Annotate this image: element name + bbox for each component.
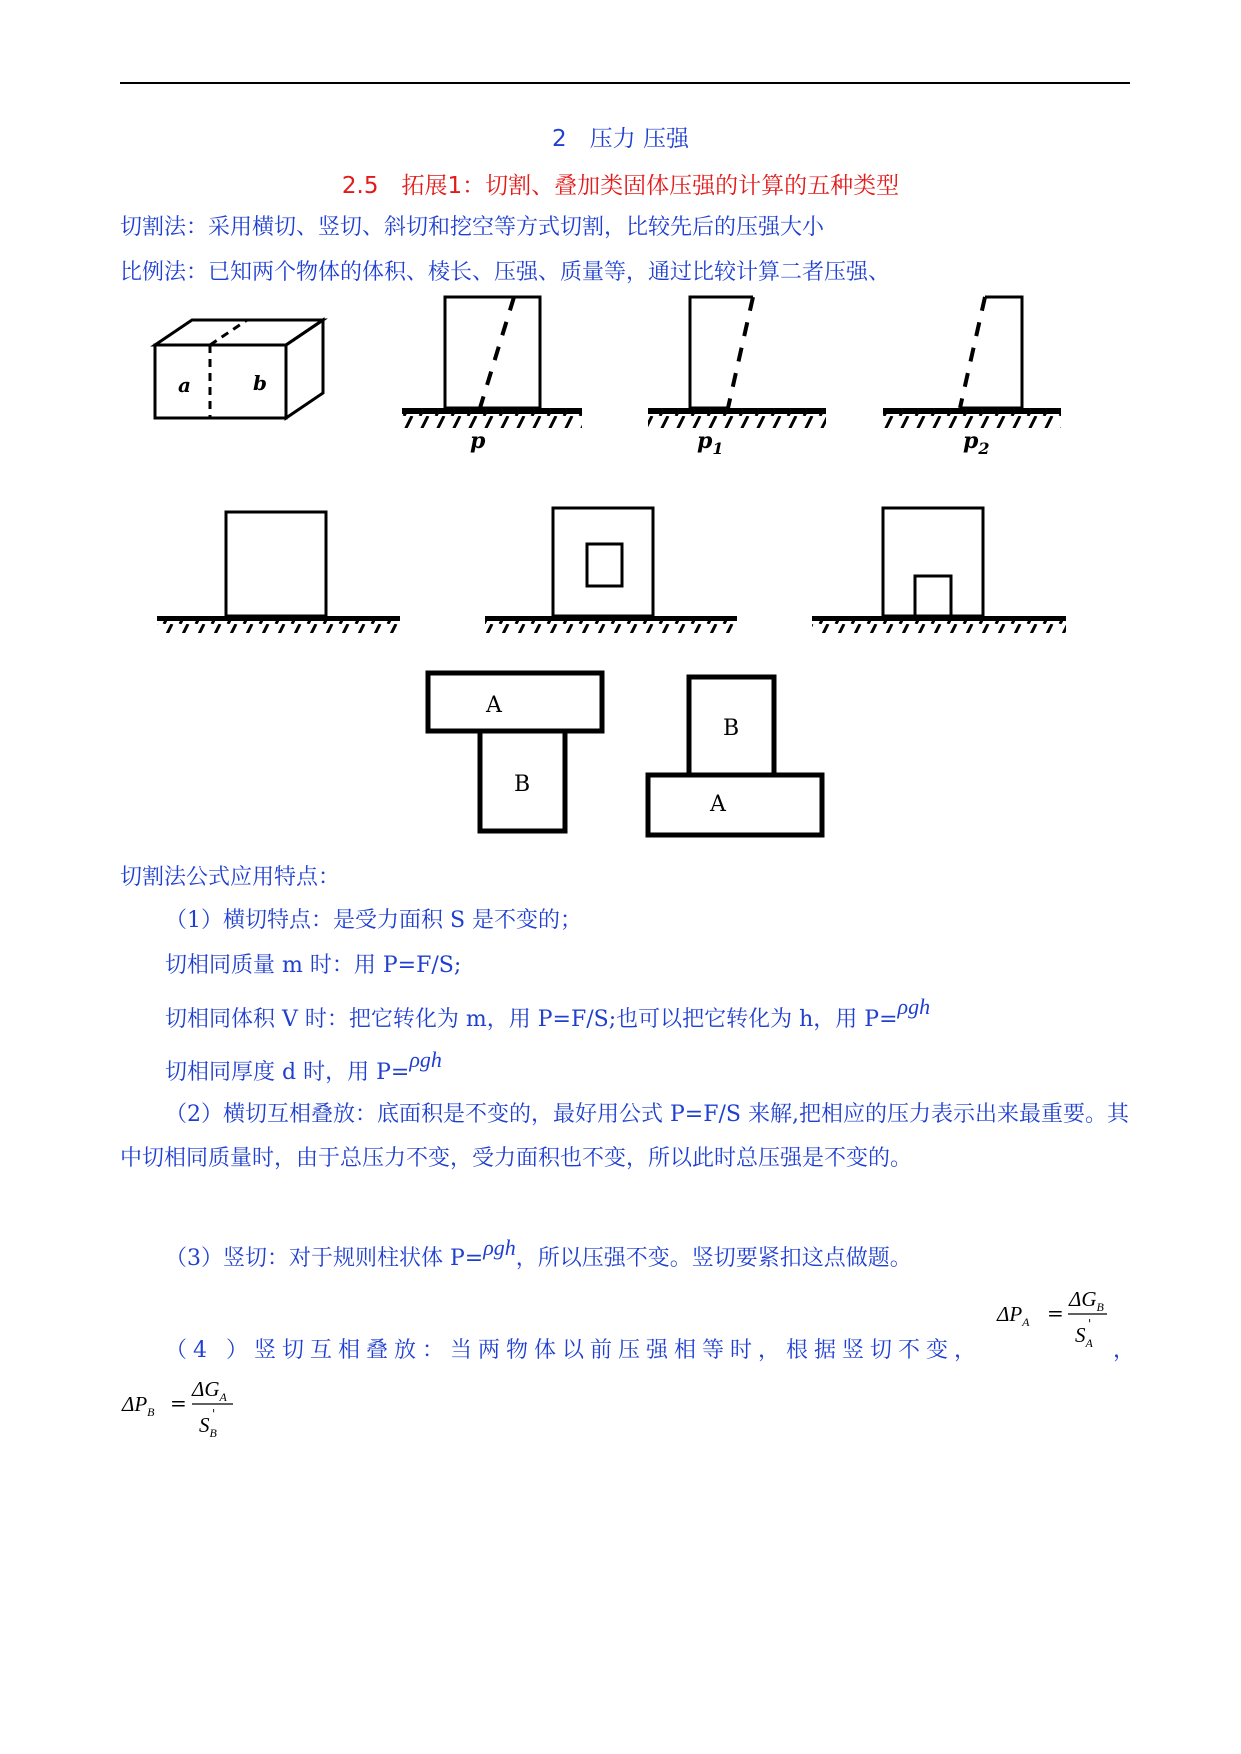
chapter-title: 2 压力 压强: [552, 126, 689, 152]
comma: ，: [1113, 1338, 1136, 1363]
svg-text:ΔGB: $\Delta G_B$: [1069, 1287, 1104, 1314]
svg-text:ΔPB: $\Delta P_B$: [122, 1392, 155, 1419]
section-title: 2.5 拓展1：切割、叠加类固体压强的计算的五种类型: [341, 173, 900, 199]
svg-text:ΔPA: $\Delta P_A$: [997, 1302, 1030, 1329]
oblique-cut-figure-2: [648, 297, 826, 428]
formula-delta-pb: [120, 1370, 245, 1442]
label-p2: p: [963, 428, 979, 454]
svg-text:=: =: [170, 1391, 187, 1415]
label-p1: p: [697, 428, 713, 454]
stack-figure-b-on-a: [648, 677, 822, 835]
stack2-label-a: A: [710, 792, 726, 817]
formula-delta-pa: [995, 1280, 1110, 1352]
label-p2-sub: 2: [978, 439, 990, 458]
hollow-bottom-block-figure: [812, 508, 1066, 633]
item-4: （4 ）竖切互相叠放：当两物体以前压强相等时，根据竖切不变，: [165, 1338, 982, 1363]
cuboid-figure: [155, 320, 323, 418]
features-title: 切割法公式应用特点：: [120, 865, 341, 890]
label-b: b: [253, 371, 267, 395]
figures-diagram: [0, 285, 1241, 845]
item-1: （1）横切特点：是受力面积 S 是不变的；: [165, 908, 583, 933]
svg-text:p2: [963, 428, 990, 458]
rho-gh: ρgh: [897, 994, 931, 1019]
svg-text:SB: $S_B$: [199, 1413, 217, 1440]
oblique-cut-figure-1: [402, 297, 582, 428]
stack2-label-b: B: [723, 716, 740, 741]
rho-gh: ρgh: [409, 1047, 442, 1072]
ratio-method-text: 比例法：已知两个物体的体积、棱长、压强、质量等，通过比较计算二者压强、: [120, 260, 891, 285]
item-3-text-b: ，所以压强不变。竖切要紧扣这点做题。: [515, 1246, 912, 1271]
label-p1-sub: 1: [712, 439, 724, 458]
svg-text:SA: $S_A$: [1075, 1323, 1093, 1350]
item-3: [165, 1235, 912, 1272]
stack1-label-a: A: [486, 693, 502, 718]
svg-text:p1: [697, 428, 724, 458]
item-2: （2）横切互相叠放：底面积是不变的，最好用公式 P=F/S 来解,把相应的压力表示出来最重要。其中切相同质量时，由于总压力不变，受力面积也不变，所以此时总压强是不变的。: [120, 1102, 1129, 1171]
header-rule: [120, 82, 1130, 84]
item-1a: 切相同质量 m 时：用 P=F/S;: [165, 953, 462, 978]
item-3-text-a: （3）竖切：对于规则柱状体 P=: [165, 1246, 484, 1271]
svg-text:ΔGA: $\Delta G_A$: [192, 1377, 227, 1404]
hollow-center-block-figure: [485, 508, 737, 633]
svg-text:=: =: [1047, 1301, 1064, 1325]
oblique-cut-figure-3: [883, 297, 1061, 428]
item-1c: [165, 1047, 442, 1086]
svg-text:': ': [1088, 1317, 1092, 1331]
item-1b: [165, 994, 931, 1033]
rho-gh: ρgh: [483, 1235, 516, 1260]
item-1c-text: 切相同厚度 d 时，用 P=: [165, 1060, 410, 1085]
stack-figure-a-on-b: [428, 673, 602, 831]
item-1b-text: 切相同体积 V 时：把它转化为 m，用 P=F/S;也可以把它转化为 h，用 P=: [165, 1007, 898, 1032]
label-p: p: [470, 428, 486, 454]
svg-text:': ': [212, 1407, 216, 1421]
label-a: a: [178, 373, 191, 397]
solid-block-figure: [157, 512, 400, 633]
cut-method-text: 切割法：采用横切、竖切、斜切和挖空等方式切割，比较先后的压强大小: [120, 215, 825, 240]
stack1-label-b: B: [514, 772, 531, 797]
